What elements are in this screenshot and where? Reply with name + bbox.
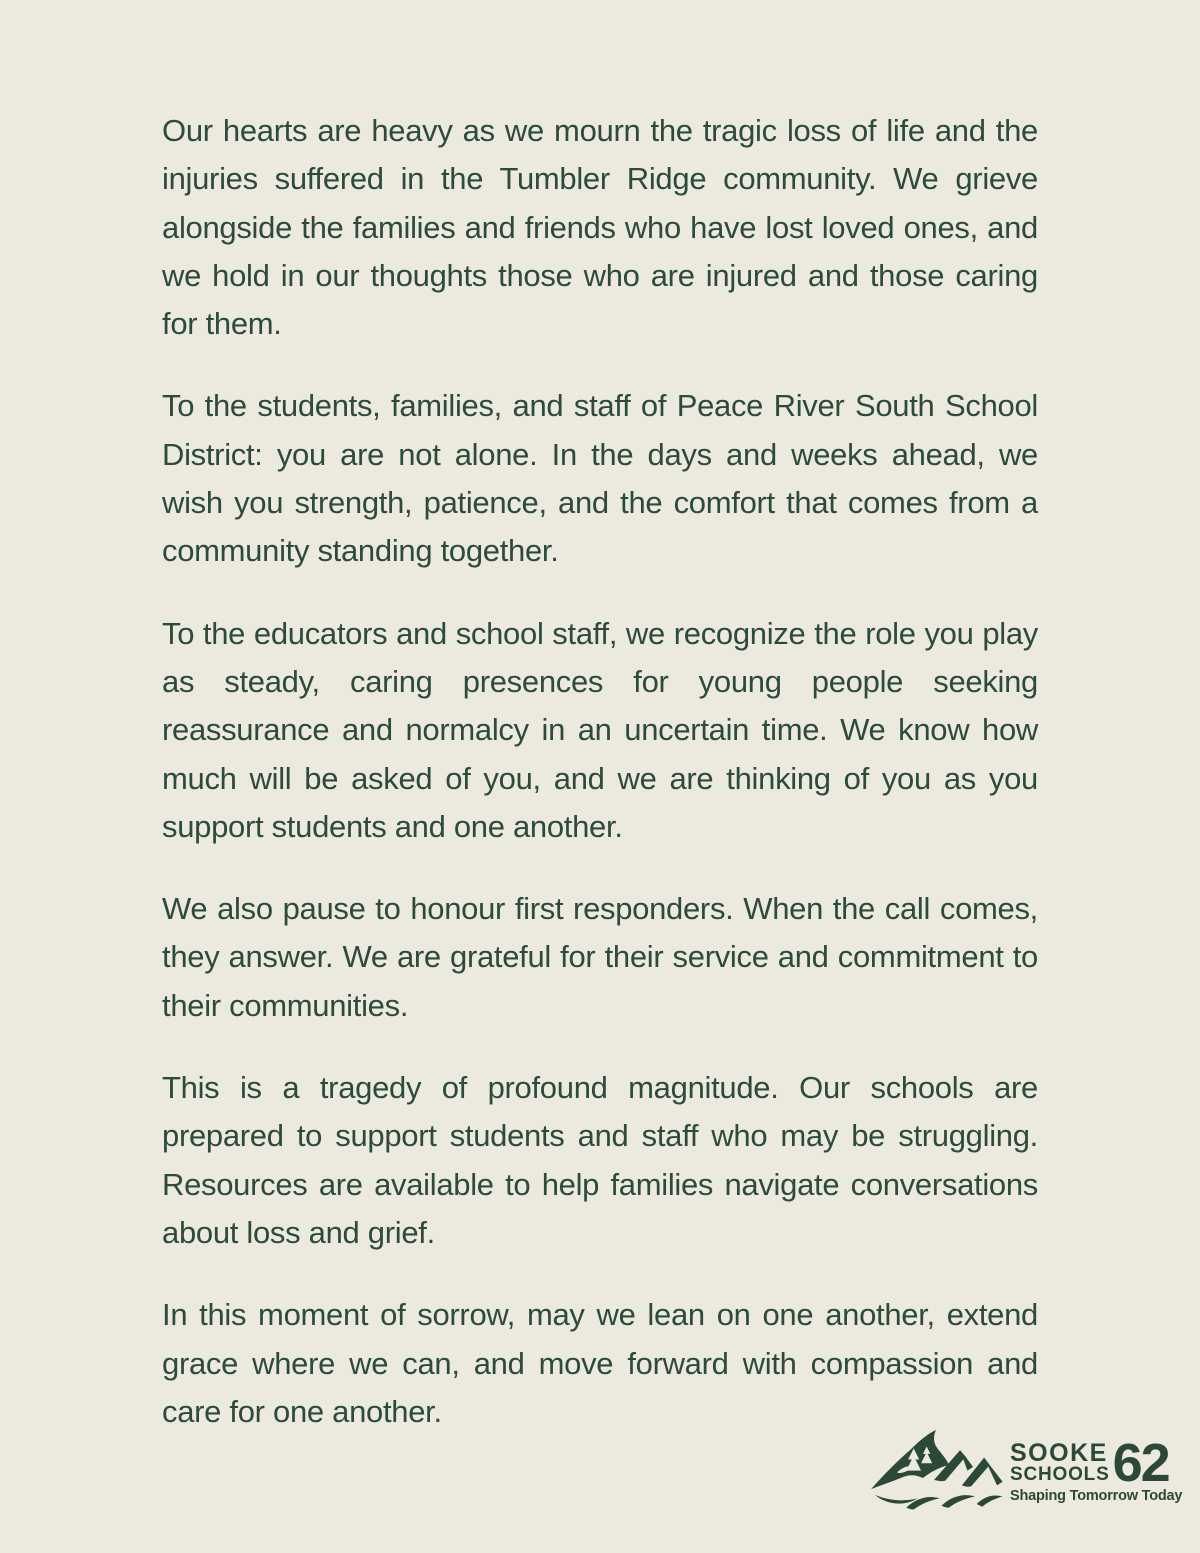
logo-text (1010, 1432, 1183, 1504)
letter-paragraph: Our hearts are heavy as we mourn the tragic loss of life and the injuries suffered in the Tumbler Ridge community. We grieve alongside the families and friends who have lost loved ones, and we hold in our thoughts those who are injured and those caring for them. (162, 113, 1038, 342)
letter-paragraph: In this moment of sorrow, may we lean on one another, extend grace where we can, and move forward with compassion and care for one another. (162, 1297, 1038, 1429)
logo-district-number: 62 (1112, 1432, 1169, 1493)
letter-body (162, 107, 1038, 1436)
logo-tagline: Shaping Tomorrow Today (1010, 1487, 1183, 1504)
logo-name-line2: SCHOOLS (1010, 1463, 1110, 1485)
logo-name-row (1010, 1432, 1182, 1493)
letter-paragraph: To the students, families, and staff of Peace River South School District: you are not alone. In the days and weeks ahead, we wish you strength, patience, and the comfort that comes from a community standing together. (162, 388, 1038, 569)
letter-paragraph: We also pause to honour first responders. When the call comes, they answer. We are grateful for their service and commitment to their communities. (162, 891, 1038, 1023)
logo-name-stack (1010, 1438, 1110, 1485)
letter-paragraph: This is a tragedy of profound magnitude. Our schools are prepared to support students and staff who may be struggling. Resources are available to help families navigate conversations about loss and grief. (162, 1070, 1038, 1250)
mountains-trees-waves-icon (864, 1428, 1006, 1516)
letter-paragraph: To the educators and school staff, we recognize the role you play as steady, caring presences for young people seeking reassurance and normalcy in an uncertain time. We know how much will be asked of you, and we are thinking of you as you support students and one another. (162, 615, 1038, 844)
sooke-schools-logo (864, 1428, 1183, 1516)
logo-name-line1: SOOKE (1010, 1438, 1108, 1467)
